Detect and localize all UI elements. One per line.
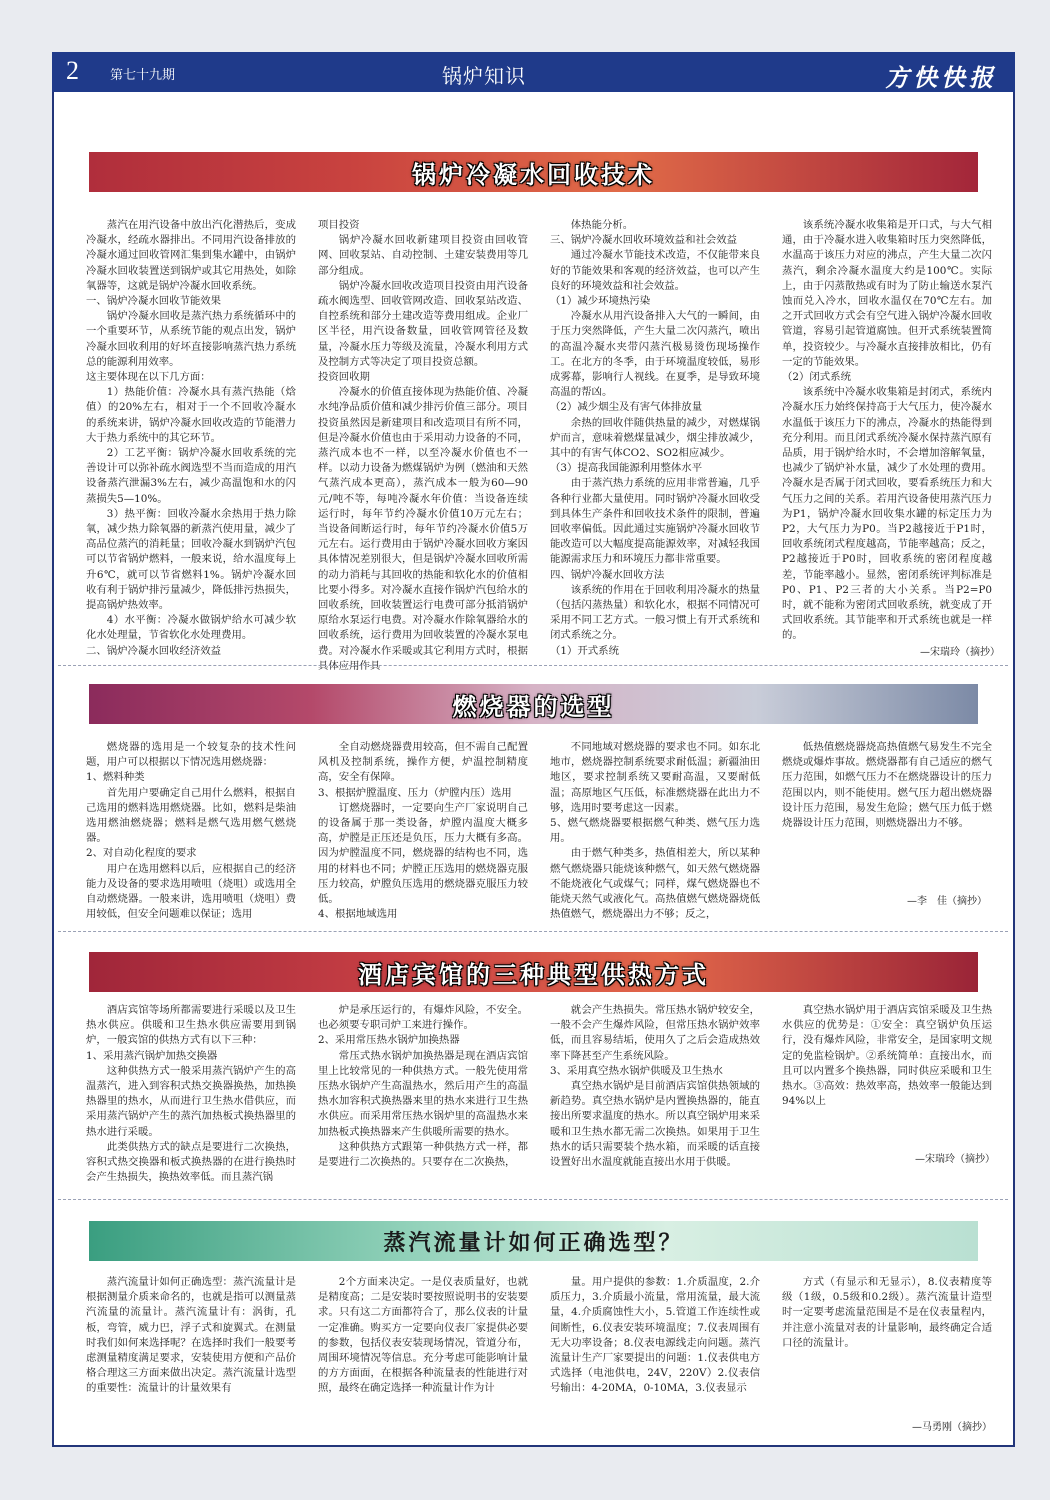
paragraph: 通过冷凝水节能技术改造，不仅能带来良好的节能效果和客观的经济效益，也可以产生良好的环境效益和社会效益。 <box>550 249 760 292</box>
article-body-hotel-heating <box>86 1003 992 1185</box>
paragraph: 1）热能价值：冷凝水具有蒸汽热能（焓值）的20%左右，相对于一个不回收冷凝水的系统来讲，锅炉冷凝水回收改造的节能潜力大于热力系统中的其它环节。 <box>86 386 296 444</box>
text-column <box>550 740 760 922</box>
paragraph: 四、锅炉冷凝水回收方法 <box>550 568 665 581</box>
text-column <box>86 218 296 674</box>
paragraph: 订燃烧器时，一定要向生产厂家说明自己的设备属于那一类设备，炉膛内温度大概多高，炉膛是正压还是负压，压力大概有多高。因为炉膛温度不同，燃烧器的结构也不同，选用的材料也不同；炉膛正压选用的燃烧器克服压力较高，炉膛负压选用的燃烧器克服压力较低。 <box>318 801 528 906</box>
article-title: 酒店宾馆的三种典型供热方式 <box>358 960 709 989</box>
text-column <box>550 1275 760 1397</box>
paragraph: 此类供热方式的缺点是要进行二次换热，容积式热交换器和板式换热器的在进行换热时会产生热损失，换热效率低。而且蒸汽锅 <box>86 1140 296 1184</box>
paragraph: 锅炉冷凝水回收改造项目投资由用汽设备疏水阀选型、回收管网改造、回收泵站改造、自控系统和部分土建改造等费用组成。企业厂区半径，用汽设备数量，回收管网管径及数量，冷凝水压力等级及流量，冷凝水利用方式及控制方式等决定了项目投资总额。 <box>318 279 528 368</box>
text-column <box>86 1275 296 1397</box>
paragraph: 2、采用常压热水锅炉加换热器 <box>318 1034 460 1047</box>
paragraph: 不同地域对燃烧器的要求也不同。如东北地市，燃烧器控制系统要求耐低温；新疆油田地区，要求控制系统又要耐高温，又要耐低温；高原地区气压低，标准燃烧器在此出力不够，选用时要考虑这一因素。 <box>550 741 760 814</box>
paragraph: 冷凝水的价值直接体现为热能价值、冷凝水纯净品质价值和减少排污价值三部分。项目投资虽然因是新建项目和改造项目有所不同，但是冷凝水价值也由于采用动力设备的不同，蒸汽成本也不一样，以至冷凝水价值也不一样。以动力设备为燃煤锅炉为例（燃油和天然气蒸汽成本更高），蒸汽成本一般为60—90元/吨不等，每吨冷凝水年价值：当设备连续运行时，每年节约冷凝水价值10万元左右；当设备间断运行时，每年节约冷凝水价值5万元左右。运行费用由于锅炉冷凝水回收方案因具体情况差别很大，但是锅炉冷凝水回收所需的动力消耗与其回收的热能和软化水的价值相比要小得多。对冷凝水直接作锅炉汽包给水的回收系统，回收装置运行电费可部分抵消锅炉原给水泵运行电费。对冷凝水作除氧器给水的回收系统，运行费用为回收装置的冷凝水泵电费。对冷凝水作采暖或其它利用方式时，根据具体应用作具 <box>318 386 528 672</box>
text-column <box>550 1003 760 1185</box>
paragraph: 项目投资 <box>318 219 360 231</box>
section-divider <box>58 931 1008 932</box>
paragraph: 2个方面来决定。一是仪表质量好，也就是精度高；二是安装时要按照说明书的安装要求。只有这二方面都符合了，那么仪表的计量一定准确。购买方一定要向仪表厂家提供必要的参数，包括仪表安装现场情况，管道分布，周围环境情况等信息。充分考虑可能影响计量的方方面面，在根据各种流量表的性能进行对照，最终在确定选择一种流量计作为计 <box>318 1276 528 1395</box>
article-banner-hotel-heating <box>89 952 978 992</box>
paragraph: 就会产生热损失。常压热水锅炉较安全，一般不会产生爆炸风险，但常压热水锅炉效率低，而且容易结垢，使用久了之后会造成热效率下降甚至产生系统风险。 <box>550 1004 760 1062</box>
paragraph: 2）工艺平衡：锅炉冷凝水回收系统的完善设计可以弥补疏水阀选型不当而造成的用汽设备蒸汽泄漏3%左右，减少高温饱和水的闪蒸损失5—10%。 <box>86 447 296 505</box>
paragraph: （2）减少烟尘及有害气体排放量 <box>550 401 703 414</box>
paragraph: 余热的回收伴随供热量的减少，对燃煤锅炉而言，意味着燃煤量减少，烟尘排放减少，其中的有害气体CO2、SO2相应减少。 <box>550 416 760 460</box>
article-title: 锅炉冷凝水回收技术 <box>412 160 655 189</box>
text-column <box>318 740 528 922</box>
paragraph: 燃烧器的选用是一个较复杂的技术性问题，用户可以根据以下情况选用燃烧器： <box>86 741 296 769</box>
paragraph: 4）水平衡：冷凝水做锅炉给水可减少软化水处理量，节省软化水处理费用。 <box>86 614 296 642</box>
paragraph: （1）开式系统 <box>550 644 619 657</box>
paragraph: 蒸汽流量计如何正确选型：蒸汽流量计是根据测量介质来命名的，也就是指可以测量蒸汽流量的流量计。蒸汽流量计有：涡街，孔板，弯管，威力巴，浮子式和旋翼式。在测量时我们如何来选择呢？在选择时我们一般要考虑测量精度满足要求，安装使用方便和产品价格合理这三方面来做出决定。蒸汽流量计选型的重要性：流量计的计量效果有 <box>86 1276 296 1395</box>
article-byline: —宋瑞玲（摘抄） <box>915 1154 995 1165</box>
paragraph: 3、根据炉膛温度、压力（炉膛内压）选用 <box>318 786 512 799</box>
paragraph: 1、燃料种类 <box>86 771 145 784</box>
paragraph: 全自动燃烧器费用较高，但不需自己配置风机及控制系统，操作方便，炉温控制精度高，安全有保障。 <box>318 741 528 784</box>
paragraph: 三、锅炉冷凝水回收环境效益和社会效益 <box>550 234 738 247</box>
paragraph: 蒸汽在用汽设备中放出汽化潜热后，变成冷凝水，经疏水器排出。不同用汽设备排放的冷凝水通过回收管网汇集到集水罐中，由锅炉冷凝水回收装置送到锅炉或其它用热处，如除氧器等，这就是锅炉冷凝水回收系统。 <box>86 219 296 292</box>
paragraph: 炉是承压运行的，有爆炸风险，不安全。也必须要专职司炉工来进行操作。 <box>318 1004 528 1032</box>
paragraph: 3、采用真空热水锅炉供暖及卫生热水 <box>550 1064 723 1077</box>
article-byline: —马勇刚（摘抄） <box>912 1422 992 1433</box>
paragraph: 真空热水锅炉用于酒店宾馆采暖及卫生热水供应的优势是：①安全：真空锅炉负压运行，没有爆炸风险，非常安全，是国家明文规定的免监检锅炉。②系统简单：直接出水，而且可以内置多个换热器，同时供应采暖和卫生热水。③高效：热效率高，热效率一般能达到94%以上 <box>782 1004 992 1108</box>
paragraph: 3）热平衡：回收冷凝水余热用于热力除氧，减少热力除氧器的新蒸汽使用量，减少了高品位蒸汽的消耗量；回收冷凝水到锅炉汽包可以节省锅炉燃料，一般来说，给水温度每上升6℃，就可以节省燃料1%。锅炉冷凝水回收有利于锅炉排污量减少，降低排污热损失，提高锅炉热效率。 <box>86 507 296 612</box>
paragraph: （1）减少环境热污染 <box>550 295 651 308</box>
section-divider <box>58 1199 1008 1200</box>
text-column <box>782 218 992 674</box>
paragraph: 常压式热水锅炉加换热器是现在酒店宾馆里上比较常见的一种供热方式。一般先使用常压热水锅炉产生高温热水，然后用产生的高温热水加容积式换热器来里的热水来进行卫生热水供应。而采用常压热水锅炉里的高温热水来加热板式换热器来产生供暖所需要的热水。 <box>318 1049 528 1138</box>
paragraph: 这主要体现在以下几方面： <box>86 371 211 384</box>
article-title: 燃烧器的选型 <box>452 692 615 721</box>
paragraph: 该系统的作用在于回收利用冷凝水的热量（包括闪蒸热量）和软化水，根据不同情况可采用不同工艺方式。一般习惯上有开式系统和闭式系统之分。 <box>550 583 760 642</box>
text-column <box>318 218 528 674</box>
article-body-flowmeter <box>86 1275 992 1397</box>
paragraph: 低热值燃烧器烧高热值燃气易发生不完全燃烧或爆炸事故。燃烧器都有自己适应的燃气压力范围，如燃气压力不在燃烧器设计的压力范围以内，则不能使用。燃气压力超出燃烧器设计压力范围，易发生危险；燃气压力低于燃烧器设计压力范围，则燃烧器出力不够。 <box>782 741 992 830</box>
section-divider <box>58 665 1008 666</box>
paragraph: 酒店宾馆等场所都需要进行采暖以及卫生热水供应。供暖和卫生热水供应需要用到锅炉，一般宾馆的供热方式有以下三种： <box>86 1004 296 1047</box>
article-body-burner <box>86 740 992 922</box>
text-column <box>318 1275 528 1397</box>
paragraph: 二、锅炉冷凝水回收经济效益 <box>86 644 222 657</box>
paragraph: 由于燃气种类多，热值相差大，所以某种燃气燃烧器只能烧该种燃气，如天然气燃烧器不能烧液化气或煤气；同样，煤气燃烧器也不能烧天然气或液化气。高热值燃气燃烧器烧低热值燃气，燃烧器出力不够；反之， <box>550 847 760 921</box>
section-title: 锅炉知识 <box>442 64 526 88</box>
paragraph: 由于蒸汽热力系统的应用非常普遍，几乎各种行业都大量使用。同时锅炉冷凝水回收受到具体生产条件和回收技术条件的限制，普遍回收率偏低。因此通过实施锅炉冷凝水回收节能改造可以大幅度提高能源效率，对减轻我国能源需求压力和环境压力都非常重要。 <box>550 477 760 566</box>
paragraph: 首先用户要确定自己用什么燃料，根据自己选用的燃料选用燃烧器。比如，燃料是柴油选用燃油燃烧器；燃料是燃气选用燃气燃烧器。 <box>86 786 296 845</box>
article-banner-burner <box>89 684 978 724</box>
text-column <box>318 1003 528 1185</box>
paragraph: 4、根据地域选用 <box>318 908 398 921</box>
paragraph: 方式（有显示和无显示），8.仪表精度等级（1级，0.5级和0.2级）。蒸汽流量计造型时一定要考虑流量范围是不是在仪表量程内，并注意小流量对表的计量影响，最终确定合适口径的流量计。 <box>782 1276 992 1349</box>
article-byline: —李 佳（摘抄） <box>907 896 987 907</box>
paragraph: 1、采用蒸汽锅炉加热交换器 <box>86 1049 218 1062</box>
page-header <box>52 52 1015 92</box>
text-column <box>86 1003 296 1185</box>
article-banner-condensate <box>89 152 978 192</box>
text-column <box>550 218 760 674</box>
paragraph: 冷凝水从用汽设备排入大气的一瞬间，由于压力突然降低，产生大量二次闪蒸汽，喷出的高温冷凝水夹带闪蒸汽极易烫伤现场操作工。在北方的冬季，由于环境温度较低，易形成雾幕，影响行人视线。在夏季，是导致环境高温的帮凶。 <box>550 310 760 399</box>
text-column <box>782 1275 992 1397</box>
paragraph: 2、对自动化程度的要求 <box>86 847 197 860</box>
paragraph: 该系统冷凝水收集箱是开口式，与大气相通，由于冷凝水进入收集箱时压力突然降低，水温高于该压力对应的沸点，产生大量二次闪蒸汽，剩余冷凝水温度大约是100℃。实际上，由于闪蒸散热或有时为了防止输送水泵汽蚀而兑入冷水，回收水温仅在70℃左右。加之开式回收方式会有空气进入锅炉冷凝水回收管道，容易引起管道腐蚀。但开式系统装置简单，投资较少。与冷凝水直接排放相比，仍有一定的节能效果。 <box>782 219 992 368</box>
article-body-condensate <box>86 218 992 674</box>
paragraph: 体热能分析。 <box>570 219 634 231</box>
paragraph: （3）提高我国能源利用整体水平 <box>550 462 703 475</box>
paragraph: 这种供热方式一般采用蒸汽锅炉产生的高温蒸汽，进入到容积式热交换器换热，加热换热器里的热水，从而进行卫生热水借供应，而采用蒸汽锅炉产生的蒸汽加热板式换热器里的热水进行采暖。 <box>86 1064 296 1138</box>
paragraph: 锅炉冷凝水回收新建项目投资由回收管网、回收泵站、自动控制、土建安装费用等几部分组成。 <box>318 234 528 277</box>
paragraph: 投资回收期 <box>318 371 370 384</box>
newspaper-brand: 方快快报 <box>885 64 997 92</box>
paragraph: 5、燃气燃烧器要根据燃气种类、燃气压力选用。 <box>550 817 760 845</box>
article-banner-flowmeter <box>89 1221 978 1261</box>
text-column <box>86 740 296 922</box>
paragraph: 真空热水锅炉是目前酒店宾馆供热领域的新趋势。真空热水锅炉是内置换热器的，能直接出所要求温度的热水。所以真空锅炉用来采暖和卫生热水都无需二次换热。如果用于卫生热水的话只需要装个热水箱，而采暖的话直接设置好出水温度就能直接出水用于供暖。 <box>550 1080 760 1169</box>
issue-number: 第七十九期 <box>110 68 176 83</box>
paragraph: 锅炉冷凝水回收是蒸汽热力系统循环中的一个重要环节，从系统节能的观点出发，锅炉冷凝水回收利用的好坏直接影响蒸汽热力系统总的能源利用效率。 <box>86 310 296 368</box>
paragraph: 一、锅炉冷凝水回收节能效果 <box>86 295 222 308</box>
paragraph: 量。用户提供的参数：1.介质温度，2.介质压力，3.介质最小流量，常用流量，最大流量，4.介质腐蚀性大小，5.管道工作连续性或间断性，6.仪表安装环境温度；7.仪表周围有无大功率设备；8.仪表电源线走向问题。蒸汽流量计生产厂家要提出的问题：1.仪表供电方式选择（电池供电，24V，220V）2.仪表信号输出：4-20MA，0-10MA，3.仪表显示 <box>550 1276 760 1395</box>
paragraph: 该系统中冷凝水收集箱是封闭式，系统内冷凝水压力始终保持高于大气压力，使冷凝水水温低于该压力下的沸点，冷凝水的热能得到充分利用。而且闭式系统冷凝水保持蒸汽原有品质，用于锅炉给水时，不会增加溶解氧量，也减少了锅炉补水量，减少了水处理的费用。冷凝水是否属于闭式回收，要看系统压力和大气压力之间的关系。若用汽设备使用蒸汽压力为P1，锅炉冷凝水回收集水罐的标定压力为P2，大气压力为P0。当P2越接近于P1时，回收系统闭式程度越高，节能率越高；反之，P2越接近于P0时，回收系统的密闭程度越差，节能率越小。显然，密闭系统评判标准是P0、P1、P2三者的大小关系。当P2=P0时，就不能称为密闭式回收系统，就变成了开式回收系统。其节能率和开式系统也就是一样的。 <box>782 386 992 642</box>
article-title: 蒸汽流量计如何正确选型？ <box>383 1230 684 1256</box>
paragraph: （2）闭式系统 <box>782 371 851 384</box>
page-number: 2 <box>66 56 79 85</box>
paragraph: 这种供热方式跟第一种供热方式一样，都是要进行二次换热的。只要存在二次换热， <box>318 1140 528 1169</box>
article-byline: —宋瑞玲（摘抄） <box>920 647 1000 658</box>
paragraph: 用户在选用燃料以后，应根据自己的经济能力及设备的要求选用喷咀（烧咀）或选用全自动燃烧器。一般来讲，选用喷咀（烧咀）费用较低，但安全问题难以保证；选用 <box>86 862 296 921</box>
